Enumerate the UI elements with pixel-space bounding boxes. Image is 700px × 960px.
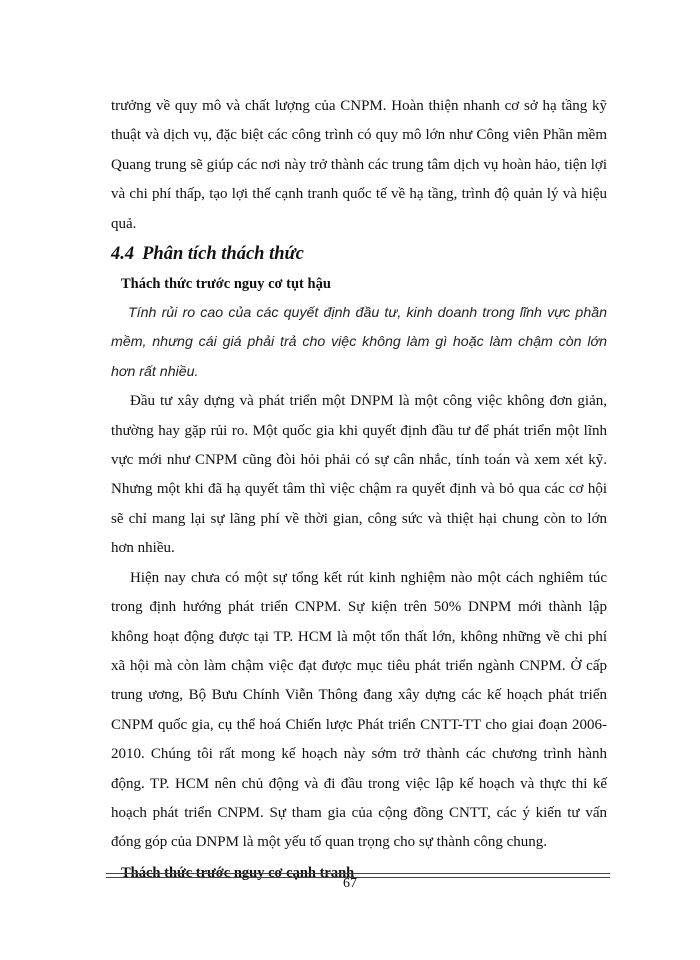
italic-quote: Tính rủi ro cao của các quyết định đầu tư, kinh doanh trong lĩnh vực phần mềm, nhưng cái giá phải trả cho việc không làm gì hoặc làm chậm còn lớn hơn rất nhiều. (111, 305, 607, 380)
subheading-lagging-risk: Thách thức trước nguy cơ tụt hậu (121, 276, 331, 293)
page-number: 67 (343, 876, 357, 891)
paragraph-investment: Đầu tư xây dựng và phát triển một DNPM là một công việc không đơn giản, thường hay gặp rủi ro. Một quốc gia khi quyết định đầu tư để phát triển một lĩnh vực mới như CNPM cũng đòi hỏi phải có sự cân nhắc, tính toán và xem xét kỹ. Nhưng một khi đã hạ quyết tâm thì việc chậm ra quyết định và bỏ qua các cơ hội sẽ chỉ mang lại sự lãng phí về thời gian, công sức và thiệt hại chung còn to lớn hơn nhiều. (111, 393, 607, 557)
section-heading (111, 239, 607, 269)
paragraph-continuation: trưởng về quy mô và chất lượng của CNPM. Hoàn thiện nhanh cơ sở hạ tầng kỹ thuật và dịch vụ, đặc biệt các công trình có quy mô lớn như Công viên Phần mềm Quang trung sẽ giúp các nơi này trở thành các trung tâm dịch vụ hoàn hảo, tiện lợi và chi phí thấp, tạo lợi thế cạnh tranh quốc tế về hạ tầng, trình độ quản lý và hiệu quả. (111, 98, 607, 232)
section-title: Phân tích thách thức (142, 244, 304, 265)
page-body (111, 92, 607, 888)
section-number: 4.4 (111, 244, 135, 265)
paragraph-current-situation: Hiện nay chưa có một sự tổng kết rút kinh nghiệm nào một cách nghiêm túc trong định hướng phát triển CNPM. Sự kiện trên 50% DNPM mới thành lập không hoạt động được tại TP. HCM là một tổn thất lớn, không những về chi phí xã hội mà còn làm chậm việc đạt được mục tiêu phát triển ngành CNPM. Ở cấp trung ương, Bộ Bưu Chính Viễn Thông đang xây dựng các kế hoạch phát triển CNPM quốc gia, cụ thể hoá Chiến lược Phát triển CNTT-TT cho giai đoạn 2006-2010. Chúng tôi rất mong kế hoạch này sớm trở thành các chương trình hành động. TP. HCM nên chủ động và đi đầu trong việc lập kế hoạch và thực thi kế hoạch phát triển CNPM. Sự tham gia của cộng đồng CNTT, các ý kiến tư vấn đóng góp của DNPM là một yếu tố quan trọng cho sự thành công chung. (111, 569, 607, 851)
subheading-competition-risk: Thách thức trước nguy cơ cạnh tranh (121, 864, 355, 881)
